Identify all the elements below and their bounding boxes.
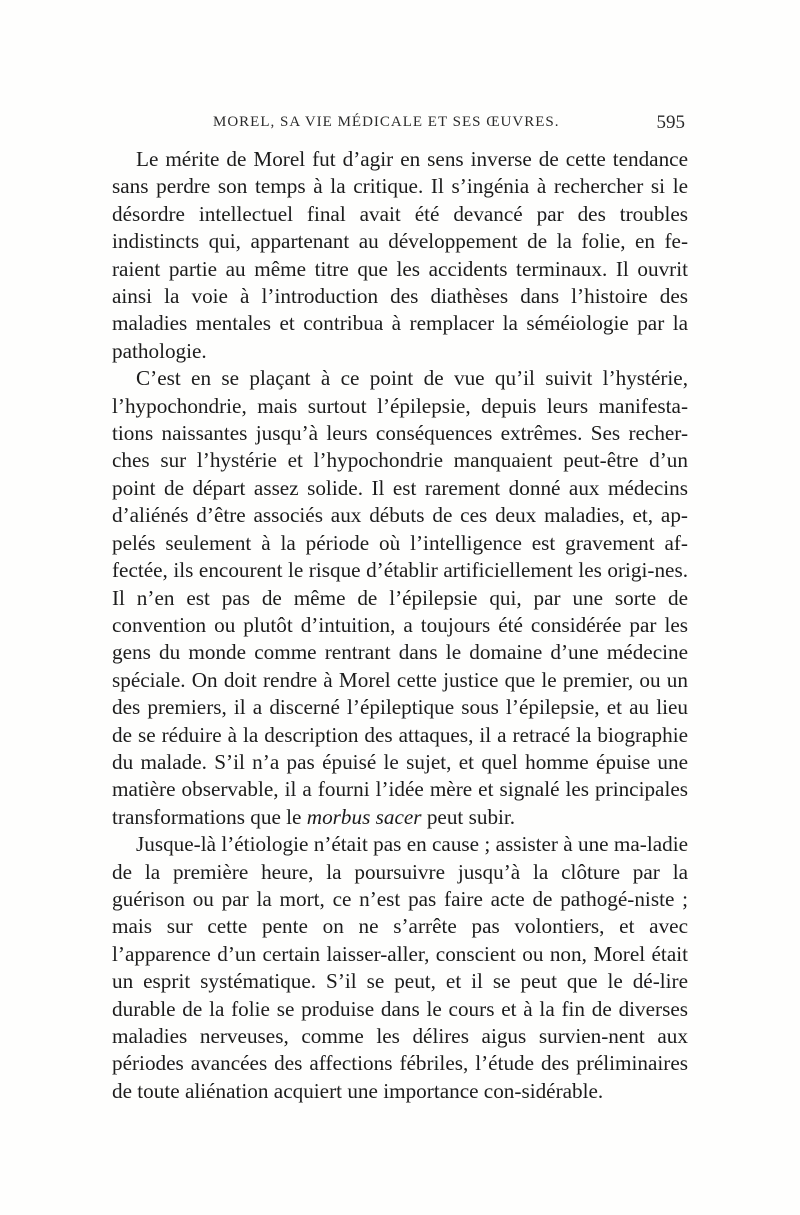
paragraph-2-italic-term: morbus sacer (306, 804, 422, 829)
page-number: 595 (656, 112, 685, 133)
paragraph-2-text-a: C’est en se plaçant à ce point de vue qu’il suivit l’hystérie, l’hypochondrie, mais surtout l’épilepsie, depuis leurs manifesta-tions naissantes jusqu’à leurs conséquences extrêmes. Ses recher-ches sur l’hystérie et l’hypochondrie manquaient peut-être d’un point de départ assez solide. Il est rarement donné aux médecins d’aliénés d’être associés aux débuts de ces deux maladies, et, ap-pelés seulement à la période où l’intelligence est gravement af-fectée, ils encourent le risque d’établir artificiellement les origi-nes. Il n’en est pas de même de l’épilepsie qui, par une sorte de convention ou plutôt d’intuition, a toujours été considérée par les gens du monde comme rentrant dans le domaine d’une médecine spéciale. On doit rendre à Morel cette justice que le premier, ou un des premiers, il a discerné l’épileptique sous l’épilepsie, et au lieu de se réduire à la description des attaques, il a retracé la biographie du malade. S’il n’a pas épuisé le sujet, et quel homme épuise une matière observable, il a fourni l’idée mère et signalé les principales transformations que le (112, 366, 688, 829)
paragraph-3: Jusque-là l’étiologie n’était pas en cause ; assister à une ma-ladie de la première heure, la poursuivre jusqu’à la clôture par la guérison ou par la mort, ce n’est pas faire acte de pathogé-niste ; mais sur cette pente on ne s’arrête pas volontiers, et avec l’apparence d’un certain laisser-aller, conscient ou non, Morel était un esprit systématique. S’il se peut, et il se peut que le dé-lire durable de la folie se produise dans le cours et à la fin de diverses maladies nerveuses, comme les délires aigus survien-nent aux périodes avancées des affections fébriles, l’étude des préliminaires de toute aliénation acquiert une importance con-sidérable. (112, 832, 688, 1103)
paragraph-1: Le mérite de Morel fut d’agir en sens inverse de cette tendance sans perdre son temps à la critique. Il s’ingénia à rechercher si le désordre intellectuel final avait été devancé par des troubles indistincts qui, appartenant au développement de la folie, en fe-raient partie au même titre que les accidents terminaux. Il ouvrit ainsi la voie à l’introduction des diathèses dans l’histoire des maladies mentales et contribua à remplacer la séméiologie par la pathologie. (112, 147, 688, 363)
paragraph-2-text-b: peut subir. (426, 804, 516, 829)
running-title: MOREL, SA VIE MÉDICALE ET SES ŒUVRES. (213, 114, 560, 130)
body-text (112, 146, 688, 1105)
paragraph-2 (112, 365, 688, 831)
running-head (213, 114, 685, 138)
